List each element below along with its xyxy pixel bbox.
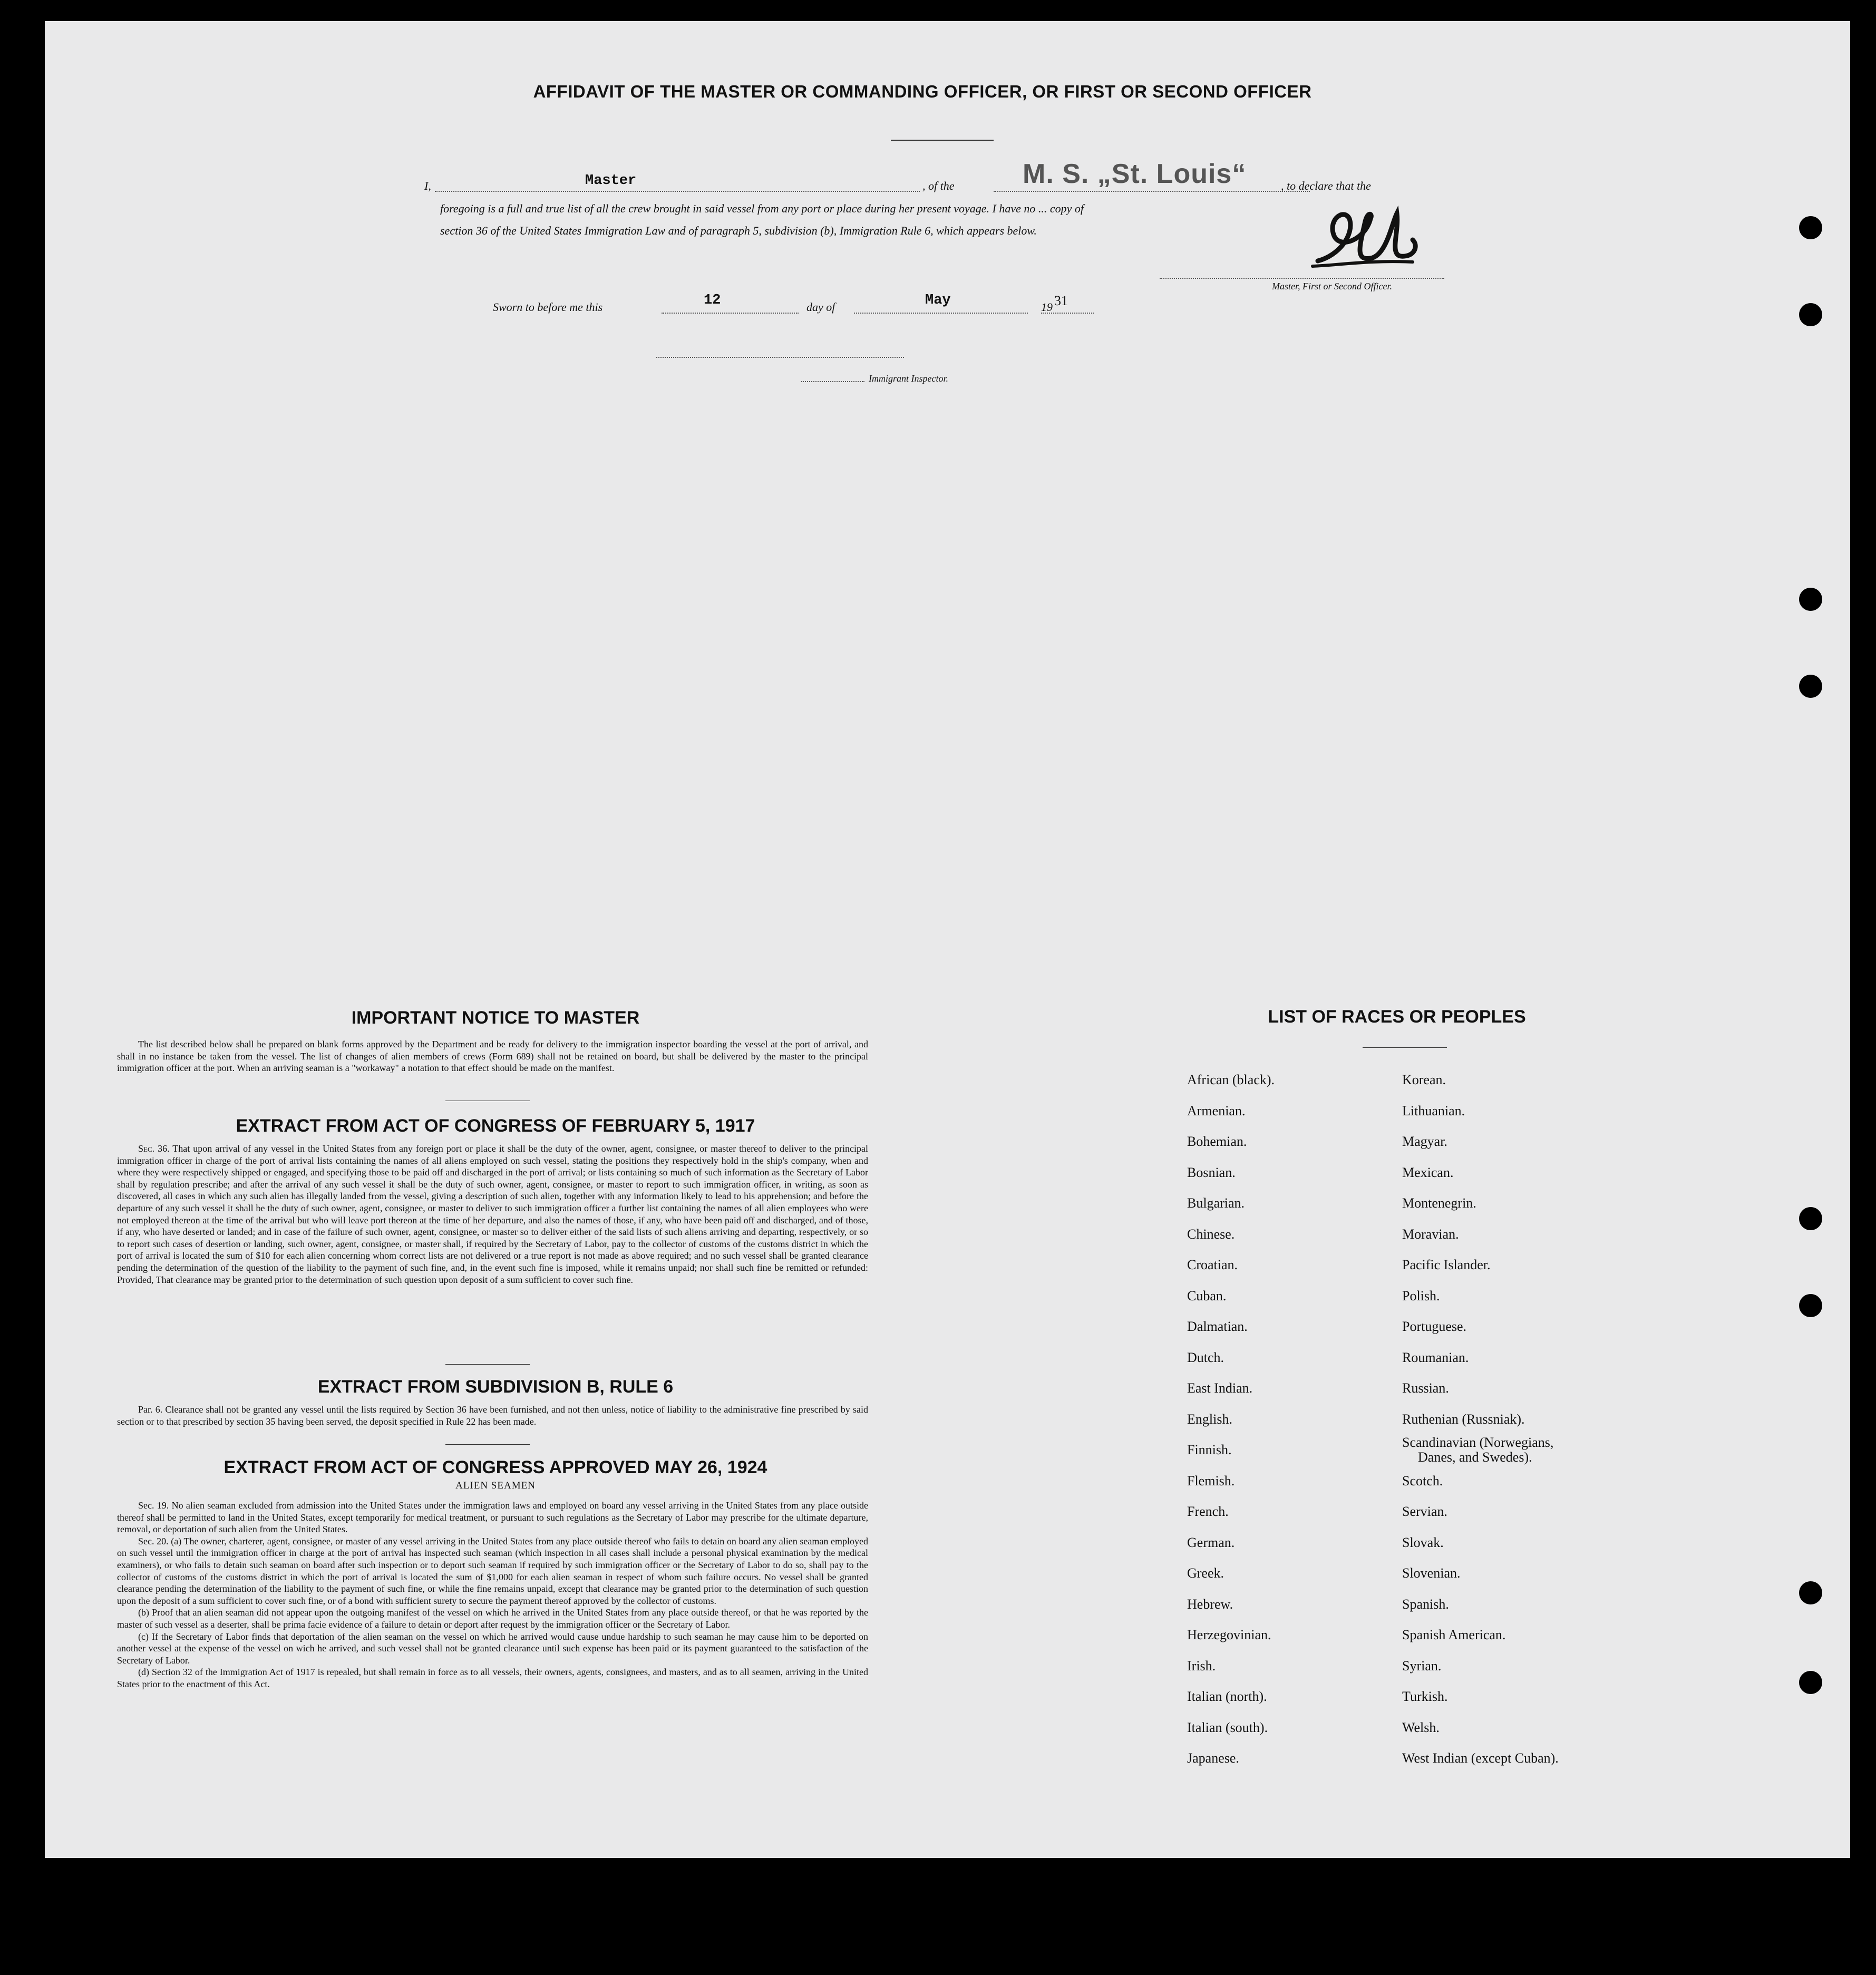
officer-name-line [435, 191, 920, 192]
sworn-year-prefix: 19 [1041, 300, 1053, 314]
race-item: Ruthenian (Russniak). [1402, 1411, 1525, 1427]
punch-hole [1799, 1581, 1822, 1604]
race-item-continuation: Danes, and Swedes). [1418, 1449, 1532, 1465]
sworn-month: May [925, 293, 951, 308]
race-item: Slovak. [1402, 1534, 1444, 1550]
race-item: Dalmatian. [1187, 1319, 1248, 1334]
punch-hole [1799, 675, 1822, 698]
sworn-month-line [854, 313, 1028, 314]
race-item: African (black). [1187, 1072, 1275, 1087]
extract-1917-body: That upon arrival of any vessel in the United States from any foreign port or place it shall be the duty of the owner, agent, consignee, or master thereof to deliver to the principal immigration officer in charge of the port of arrival lists containing the names of all aliens employed on such vessel, stating the positions they respectively hold in the ship's company, when and where they were respectively shipped or engaged, and specifying those to be paid off and discharged in the port of arrival; or lists containing so much of such information as the Secretary of Labor shall by regulation prescribe; and after the arrival of any such vessel it shall be the duty of such owner, agent, consignee, or master to report to such immigration officer, in writing, as soon as discovered, all cases in which any such alien has illegally landed from the vessel, giving a description of such alien, together with any information likely to lead to his apprehension; and before the departure of any such vessel it shall be the duty of such owner, agent, consignee, or master to deliver to such immigration officer a further list containing the names of all alien employees who were not employed thereon at the time of the arrival but who will leave port thereon at the time of her departure, and also the names of those, if any, who have been paid off and discharged, and of those, if any, who have deserted or landed; and in case of the failure of such owner, agent, consignee, or master so to deliver either of the said lists of such aliens arriving and departing, respectively, or so to report such cases of desertion or landing, such owner, agent, consignee, or master shall, if required by the Secretary of Labor, pay to the collector of customs of the customs district in which the port of arrival is located the sum of $10 for each alien concerning whom correct lists are not delivered or a true report is not made as above required; and no such vessel shall be granted clearance pending the determination of the question of the liability to the payment of such fine, and, in the event such fine is imposed, while it remains unpaid; nor shall such fine be remitted or refunded: Provided, That clearance may be granted prior to the determination of such question upon deposit of a sum sufficient to cover such fine. [117, 1143, 868, 1285]
sworn-year-line [1041, 313, 1094, 314]
race-item: West Indian (except Cuban). [1402, 1750, 1559, 1766]
officer-signature [1307, 203, 1423, 282]
extract-1917-divider [445, 1364, 530, 1365]
race-item: Greek. [1187, 1565, 1224, 1581]
race-item: Lithuanian. [1402, 1103, 1465, 1118]
affidavit-title: AFFIDAVIT OF THE MASTER OR COMMANDING OFFICER, OR FIRST OR SECOND OFFICER [533, 82, 1312, 101]
races-title: LIST OF RACES OR PEOPLES [1268, 1007, 1526, 1027]
race-item: Herzegovinian. [1187, 1627, 1271, 1642]
race-item: Italian (north). [1187, 1689, 1267, 1704]
race-item: Armenian. [1187, 1103, 1246, 1118]
race-item: Finnish. [1187, 1442, 1232, 1457]
race-item: Croatian. [1187, 1257, 1238, 1272]
race-item: Welsh. [1402, 1719, 1440, 1735]
extract-1924-sec19: Sec. 19. No alien seaman excluded from admission into the United States under the immigration laws and employed on board any vessel arriving in the United States from any place outside thereof shall be permitted to land in the United States, except temporarily for medical treatment, or pursuant to such regulations as the Secretary of Labor may prescribe for the ultimate departure, removal, or deportation of such alien from the United States. [117, 1500, 868, 1535]
affidavit-line2: foregoing is a full and true list of all the crew brought in said vessel from any port or place during her present voyage. I have no ... copy of [440, 202, 1084, 215]
rule6-divider [445, 1444, 530, 1445]
race-item: Servian. [1402, 1504, 1447, 1519]
notice-text: The list described below shall be prepared on blank forms approved by the Department and be ready for delivery to the immigration inspector boarding the vessel at the port of arrival, and shall in no instance be taken from the vessel. The list of changes of alien members of crews (Form 689) shall not be retained on board, but shall be delivered by the master to the principal immigration officer at the port. When an arriving seaman is a "workaway" a notation to that effect should be made on the manifest. [117, 1039, 868, 1074]
punch-hole [1799, 1294, 1822, 1317]
extract-1917-title: EXTRACT FROM ACT OF CONGRESS OF FEBRUARY 5, 1917 [236, 1116, 755, 1136]
sworn-day: 12 [704, 293, 721, 308]
extract-1924-sec20a: Sec. 20. (a) The owner, charterer, agent, consignee, or master of any vessel arriving in the United States from any place outside thereof who fails to detain on board any alien seaman employed on such vessel until the immigration officer in charge at the port of arrival has inspected such seaman (which inspection in all cases shall include a personal physical examination by the medical examiners), or who fails to detain such seaman on board after such inspection or to deport such seaman if required by such immigration officer or the Secretary of Labor to do so, shall pay to the collector of customs of the customs district in which the port of arrival is located the sum of $1,000 for each alien seaman in respect of whom such failure occurs. No vessel shall be granted clearance pending the determination of the liability to the payment of such fine, or while the fine remains unpaid, except that clearance may be granted prior to the determination of such question upon the deposit of a sum sufficient to cover such fine, or of a bond with sufficient surety to secure the payment thereof approved by the collector of customs. [117, 1535, 868, 1606]
punch-hole [1799, 216, 1822, 239]
race-item: Bulgarian. [1187, 1195, 1245, 1211]
race-item: Portuguese. [1402, 1319, 1467, 1334]
extract-1917-section: Sec. 36. [138, 1143, 170, 1154]
race-item: Bosnian. [1187, 1164, 1236, 1180]
race-item: Russian. [1402, 1380, 1449, 1396]
sworn-year: 31 [1054, 293, 1068, 308]
extract-1924-title: EXTRACT FROM ACT OF CONGRESS APPROVED MAY 26, 1924 [223, 1457, 767, 1477]
race-item: Roumanian. [1402, 1349, 1469, 1365]
sworn-day-line [662, 313, 799, 314]
race-item: Syrian. [1402, 1658, 1442, 1674]
race-item: Moravian. [1402, 1226, 1459, 1242]
signature-caption: Master, First or Second Officer. [1272, 281, 1392, 291]
punch-hole [1799, 303, 1822, 326]
sworn-prefix: Sworn to before me this [493, 300, 603, 314]
officer-name: Master [585, 173, 637, 189]
race-item: Pacific Islander. [1402, 1257, 1491, 1272]
race-item: Spanish American. [1402, 1627, 1506, 1642]
race-item: German. [1187, 1534, 1235, 1550]
race-item: Slovenian. [1402, 1565, 1461, 1581]
race-item: Chinese. [1187, 1226, 1235, 1242]
inspector-caption: Immigrant Inspector. [869, 373, 948, 384]
extract-1924-subtitle: ALIEN SEAMEN [455, 1480, 536, 1491]
races-divider [1363, 1047, 1447, 1048]
extract-1924-sec20c: (c) If the Secretary of Labor finds that deportation of the alien seaman on the vessel on which he arrived would cause undue hardship to such seaman he may cause him to be deported on another vessel at the expense of the vessel on wich he arrived, and such vessel shall not be granted clearance until such expense has been paid or its payment guaranteed to the satisfaction of the Secretary of Labor. [117, 1631, 868, 1666]
race-item: Irish. [1187, 1658, 1216, 1674]
ship-name-stamp: M. S. „St. Louis“ [1023, 159, 1247, 189]
race-item: Hebrew. [1187, 1596, 1233, 1612]
affidavit-of-the: , of the [922, 179, 955, 192]
affidavit-line1-prefix: I, [424, 179, 431, 192]
inspector-caption-line [801, 381, 864, 382]
extract-1924-sec20b: (b) Proof that an alien seaman did not appear upon the outgoing manifest of the vessel on which he arrived in the United States from any place outside thereof, or that he was reported by the master of such vessel as a deserter, shall be prima facie evidence of a failure to detain or deport after request by the immigration officer or the Secretary of Labor. [117, 1607, 868, 1630]
race-item: French. [1187, 1504, 1229, 1519]
race-item: Polish. [1402, 1288, 1440, 1303]
race-item: Dutch. [1187, 1349, 1224, 1365]
race-item: Cuban. [1187, 1288, 1227, 1303]
rule6-text: Par. 6. Clearance shall not be granted any vessel until the lists required by Section 36 have been furnished, and not then unless, notice of liability to the administrative fine prescribed by said section or to that prescribed by section 35 having been served, the deposit specified in Rule 22 has been made. [117, 1404, 868, 1427]
rule6-title: EXTRACT FROM SUBDIVISION B, RULE 6 [317, 1377, 674, 1397]
race-item: English. [1187, 1411, 1232, 1427]
race-item: Turkish. [1402, 1689, 1448, 1704]
extract-1924-sec20d: (d) Section 32 of the Immigration Act of 1917 is repealed, but shall remain in force as to all vessels, their owners, agents, consignees, and masters, and as to all seamen, arriving in the United States prior to the enactment of this Act. [117, 1667, 868, 1689]
race-item: Korean. [1402, 1072, 1446, 1087]
race-item: Mexican. [1402, 1164, 1454, 1180]
race-item: Montenegrin. [1402, 1195, 1476, 1211]
affidavit-line1-suffix: , to declare that the [1281, 179, 1371, 192]
race-item: Spanish. [1402, 1596, 1449, 1612]
race-item: East Indian. [1187, 1380, 1253, 1396]
signature-line [1160, 278, 1444, 279]
sworn-day-label: day of [806, 300, 835, 314]
notice-title: IMPORTANT NOTICE TO MASTER [351, 1008, 640, 1028]
extract-1917-text [117, 1143, 868, 1286]
race-item: Scandinavian (Norwegians, [1402, 1435, 1554, 1450]
punch-hole [1799, 588, 1822, 611]
race-item: Bohemian. [1187, 1134, 1247, 1149]
race-item: Italian (south). [1187, 1719, 1268, 1735]
ship-name-line [994, 191, 1310, 192]
race-item: Flemish. [1187, 1473, 1235, 1488]
inspector-signature-line [656, 357, 904, 358]
race-item: Magyar. [1402, 1134, 1447, 1149]
race-item: Japanese. [1187, 1750, 1239, 1766]
title-divider [891, 140, 994, 141]
affidavit-line3: section 36 of the United States Immigration Law and of paragraph 5, subdivision (b), Immigration Rule 6, which appears below. [440, 224, 1037, 237]
extract-1924-text [117, 1500, 868, 1690]
race-item: Scotch. [1402, 1473, 1443, 1488]
punch-hole [1799, 1671, 1822, 1694]
punch-hole [1799, 1207, 1822, 1230]
